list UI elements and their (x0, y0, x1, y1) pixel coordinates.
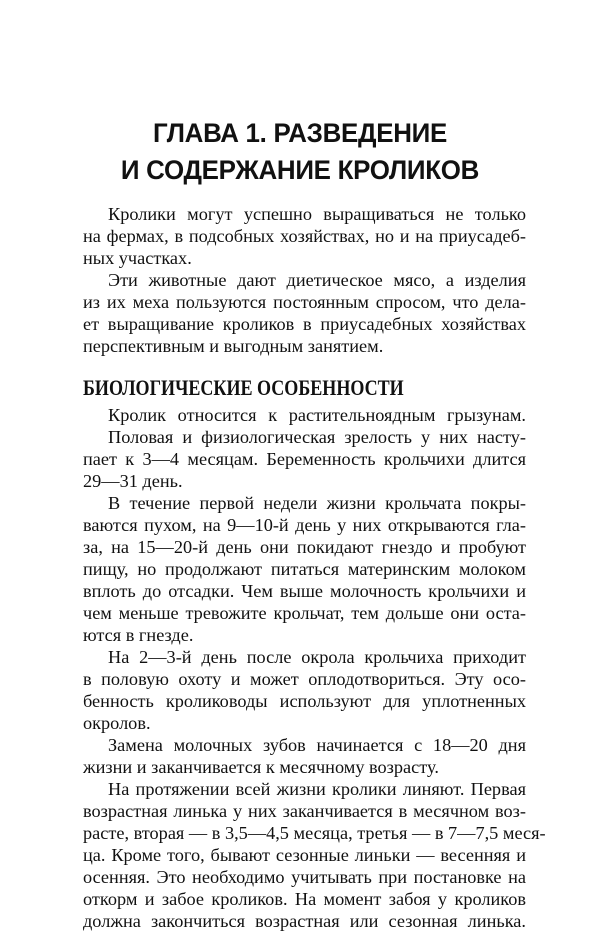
body-line: возрастная линька у них заканчивается в месячном воз- (83, 801, 526, 821)
body-line: расте, вторая — в 3,5—4,5 месяца, третья — в 7—7,5 меся- (83, 823, 546, 843)
body-line: осенняя. Это необходимо учитывать при постановке на (83, 867, 526, 887)
intro-line: перспективным и выгодным занятием. (83, 336, 384, 356)
body-line: Половая и физиологическая зрелость у них насту- (108, 427, 526, 447)
body-line: бенность кролиководы используют для уплотненных (83, 691, 526, 711)
body-line: ются в гнезде. (83, 625, 194, 645)
intro-line: на фермах, в подсобных хозяйствах, но и на приусадеб- (83, 226, 526, 246)
body-line: На протяжении всей жизни кролики линяют. Первая (108, 779, 526, 799)
body-line: жизни и заканчивается к месячному возрасту. (83, 757, 439, 777)
chapter-title-line-2: И СОДЕРЖАНИЕ КРОЛИКОВ (120, 155, 480, 185)
body-line: пищу, но продолжают питаться материнским молоком (83, 559, 526, 579)
body-line: Кролик относится к растительноядным грызунам. (108, 405, 526, 425)
intro-line: Эти животные дают диетическое мясо, а изделия (108, 270, 526, 290)
chapter-title-line-1: ГЛАВА 1. РАЗВЕДЕНИЕ (152, 118, 448, 148)
body-line: В течение первой недели жизни крольчата покры- (108, 493, 526, 513)
body-line: вплоть до отсадки. Чем выше молочность крольчихи и (83, 581, 526, 601)
body-line: должна закончиться возрастная или сезонная линька. (83, 911, 526, 931)
section-heading: БИОЛОГИЧЕСКИЕ ОСОБЕННОСТИ (83, 375, 404, 400)
intro-line: ных участках. (83, 248, 192, 268)
body-line: откорм и забое кроликов. На момент забоя у кроликов (83, 889, 526, 909)
body-line: 29—31 день. (83, 471, 183, 491)
intro-line: Кролики могут успешно выращиваться не только (108, 204, 526, 224)
intro-line: из их меха пользуются постоянным спросом, что дела- (83, 292, 526, 312)
body-line: ца. Кроме того, бывают сезонные линьки — весенняя и (83, 845, 526, 865)
body-line: за, на 15—20-й день они покидают гнездо и пробуют (83, 537, 526, 557)
body-line: На 2—3-й день после окрола крольчиха приходит (108, 647, 526, 667)
body-line: ваются пухом, на 9—10-й день у них открываются гла- (83, 515, 526, 535)
body-line: пает к 3—4 месяцам. Беременность крольчихи длится (83, 449, 526, 469)
intro-line: ет выращивание кроликов в приусадебных хозяйствах (83, 314, 526, 334)
body-line: Замена молочных зубов начинается с 18—20 дня (108, 735, 526, 755)
body-line: в половую охоту и может оплодотвориться. Эту осо- (83, 669, 526, 689)
body-line: чем меньше тревожите крольчат, тем дольше они оста- (83, 603, 526, 623)
body-line: окролов. (83, 713, 151, 733)
